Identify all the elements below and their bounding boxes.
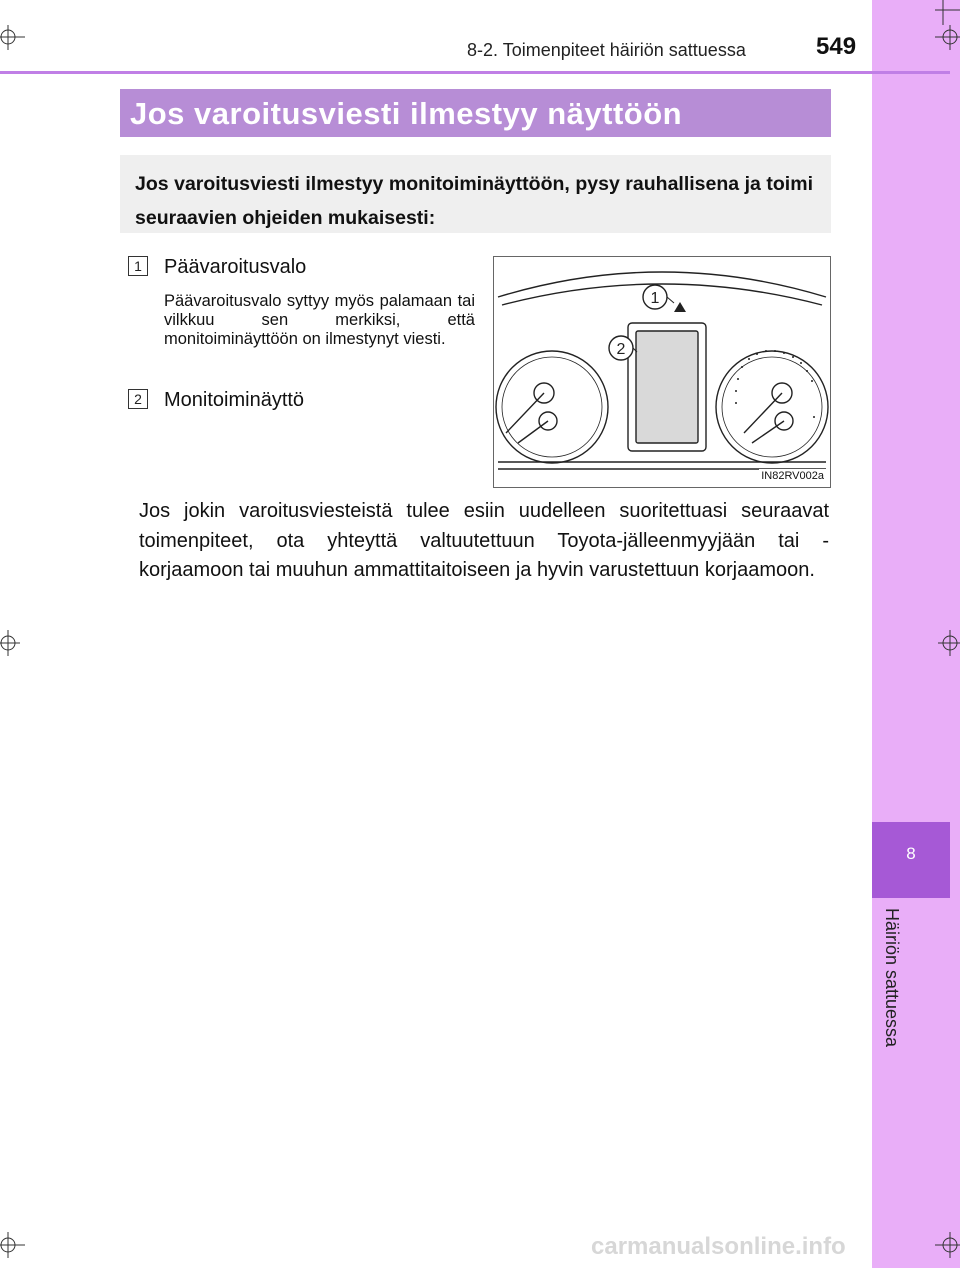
item-title-1: Päävaroitusvalo xyxy=(164,256,307,278)
figure-callout-1: 1 xyxy=(650,290,660,307)
intro-text: Jos varoitusviesti ilmestyy monitoiminäyttöön, pysy rauhallisena ja toimi seuraavien ohjeiden mukaisesti: xyxy=(135,173,813,229)
body-paragraph: Jos jokin varoitusviesteistä tulee esiin uudelleen suoritettuasi seuraavat toimenpiteet, ota yhteyttä valtuutettuun Toyota-jälleenmyyjään tai -korjaamoon tai muuhun ammattitaitoiseen ja hyvin varustettuun korjaamoon. xyxy=(139,500,829,581)
item-title-2: Monitoiminäyttö xyxy=(164,389,305,411)
item-marker-1: 1 xyxy=(128,256,148,276)
instrument-cluster-illustration xyxy=(494,257,830,487)
chapter-side-tab xyxy=(872,0,960,1268)
section-title-bar xyxy=(120,89,831,137)
figure-code: IN82RV002a xyxy=(761,470,824,482)
chapter-label: Häiriön sattuessa xyxy=(882,908,902,1048)
master-warning-icon xyxy=(674,302,686,312)
instrument-cluster-figure xyxy=(493,256,831,488)
item-description-1: Päävaroitusvalo syttyy myös palamaan tai vilkkuu sen merkiksi, että monitoiminäyttöön on ilmestynyt viesti. xyxy=(164,292,475,348)
page-title: Jos varoitusviesti ilmestyy näyttöön xyxy=(130,96,683,131)
chapter-number: 8 xyxy=(906,844,916,863)
watermark: carmanualsonline.info xyxy=(591,1233,846,1260)
header-rule xyxy=(0,71,950,74)
figure-callout-2: 2 xyxy=(616,341,626,358)
intro-box xyxy=(120,155,831,233)
item-marker-2: 2 xyxy=(128,389,148,409)
section-header: 8-2. Toimenpiteet häiriön sattuessa xyxy=(467,40,746,60)
page-number: 549 xyxy=(816,33,857,60)
